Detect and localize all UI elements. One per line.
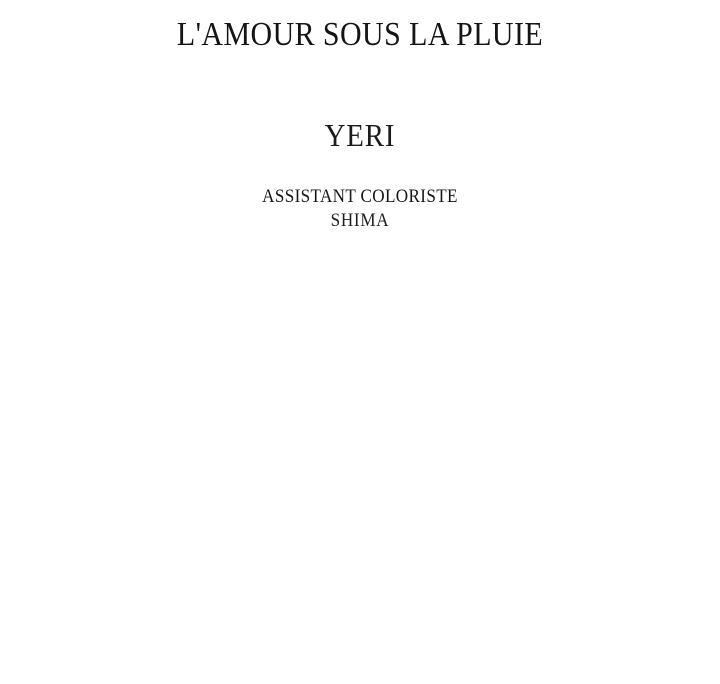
credit-name: SHIMA (330, 210, 390, 232)
series-title: L'AMOUR SOUS LA PLUIE (176, 16, 544, 53)
credit-role: ASSISTANT COLORISTE (262, 185, 458, 207)
credit-block (36, 185, 684, 234)
author-name: YERI (324, 117, 396, 154)
